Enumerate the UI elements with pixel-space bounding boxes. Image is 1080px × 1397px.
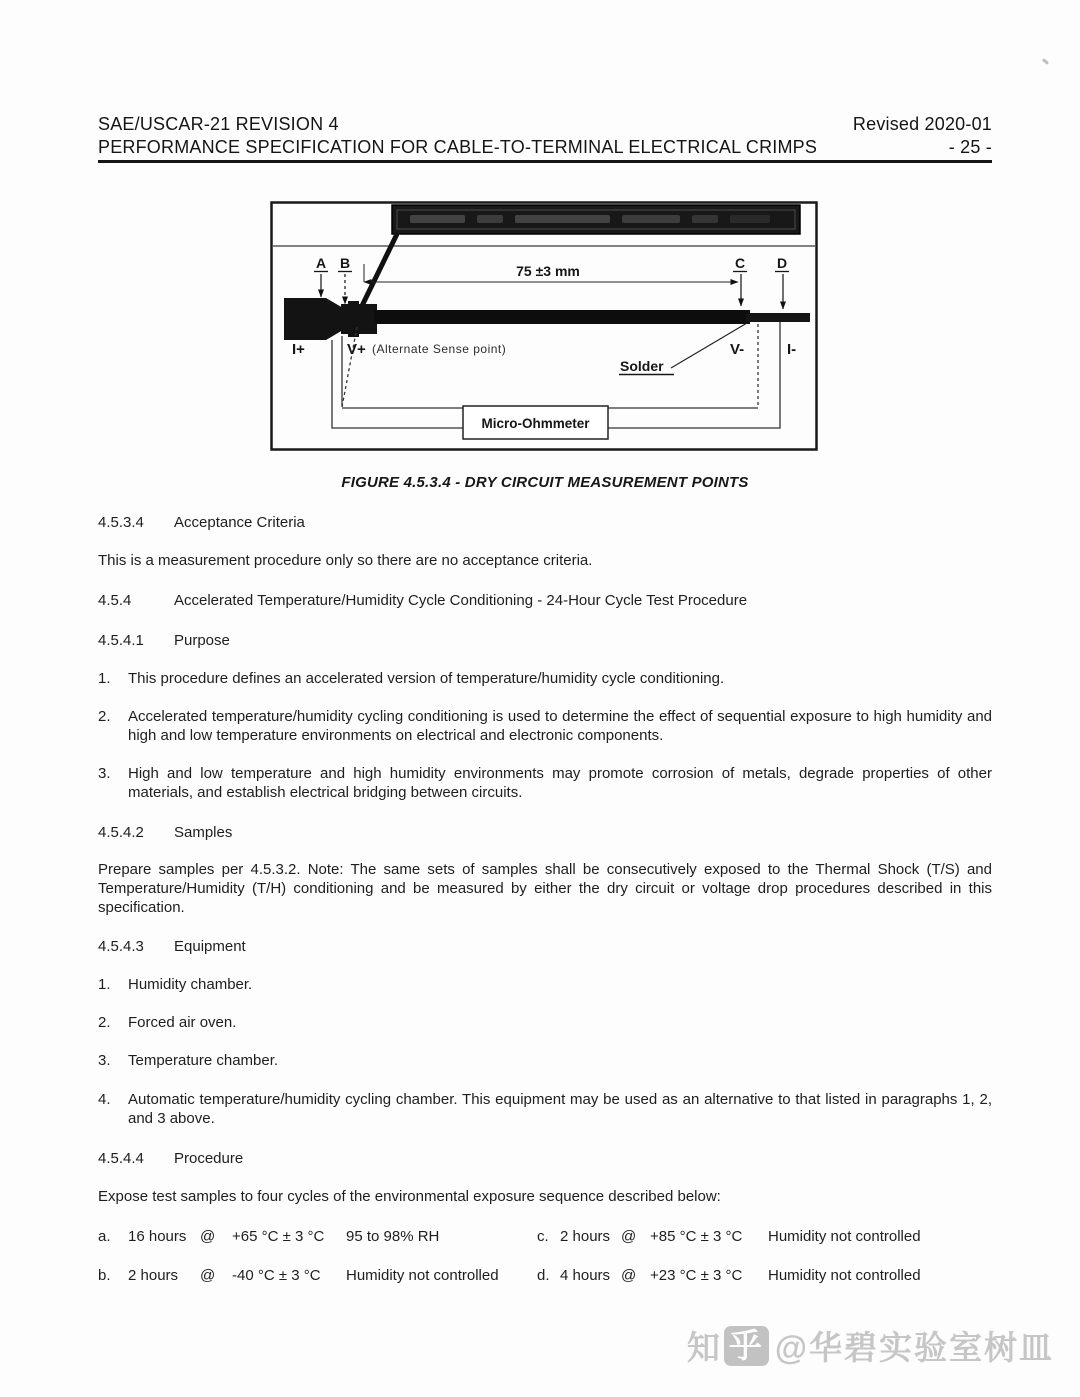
list-text: Automatic temperature/humidity cycling chamber. This equipment may be used as an alternative to that listed in paragraphs 1, 2, and 3 above. (128, 1091, 992, 1127)
item-at-sign: @ (200, 1267, 216, 1284)
list-text: Temperature chamber. (128, 1052, 279, 1069)
item-condition: Humidity not controlled (768, 1267, 921, 1284)
dry-circuit-figure (270, 201, 818, 451)
item-condition: Humidity not controlled (768, 1228, 921, 1245)
section-title: Acceptance Criteria (174, 514, 305, 531)
point-d-label: D (777, 255, 788, 271)
section-heading-4544 (98, 1149, 992, 1168)
item-at-sign: @ (621, 1267, 637, 1284)
exposure-sequence-list (98, 1227, 992, 1285)
point-b-label: B (340, 255, 351, 271)
list-text: Humidity chamber. (128, 976, 253, 993)
list-number: 4. (98, 1091, 111, 1108)
section-heading-4534 (98, 513, 992, 532)
item-letter: d. (537, 1267, 550, 1284)
equipment-item-1 (98, 975, 992, 994)
micro-ohmmeter-box (463, 406, 608, 439)
point-c-label: C (735, 255, 746, 271)
exposure-item-d (537, 1266, 992, 1285)
item-temperature: -40 °C ± 3 °C (232, 1267, 321, 1284)
section-title: Procedure (174, 1150, 244, 1167)
dimension-label: 75 ±3 mm (516, 263, 580, 279)
item-letter: c. (537, 1228, 549, 1245)
cable-wire (374, 310, 750, 324)
page-header (98, 113, 992, 163)
list-text: Forced air oven. (128, 1014, 237, 1031)
illegible-banner (392, 205, 800, 234)
purpose-item-3 (98, 764, 992, 802)
item-condition: Humidity not controlled (346, 1267, 499, 1284)
section-heading-454 (98, 591, 992, 610)
list-number: 1. (98, 976, 111, 993)
item-duration: 16 hours (128, 1228, 187, 1245)
equipment-item-2 (98, 1013, 992, 1032)
zhihu-watermark (687, 1322, 1054, 1369)
revision-date: Revised 2020-01 (852, 114, 992, 134)
point-a-label: A (316, 255, 327, 271)
list-text: Accelerated temperature/humidity cycling conditioning is used to determine the effect of sequential exposure to high humidity and high and low temperature environments on electrical and electronic components. (128, 708, 992, 744)
list-number: 2. (98, 1014, 111, 1031)
section-title: Samples (174, 824, 233, 841)
list-text: This procedure defines an accelerated version of temperature/humidity cycle conditioning. (128, 670, 725, 687)
i-plus-label: I+ (292, 341, 305, 358)
section-heading-4542 (98, 823, 992, 842)
list-number: 1. (98, 670, 111, 687)
item-duration: 2 hours (128, 1267, 179, 1284)
purpose-item-1 (98, 669, 992, 688)
list-text: High and low temperature and high humidity environments may promote corrosion of metals, degrade properties of other materials, and establish electrical bridging between circuits. (128, 765, 992, 801)
item-condition: 95 to 98% RH (346, 1228, 440, 1245)
section-number: 4.5.4.3 (98, 938, 144, 955)
scan-speck (1042, 58, 1049, 65)
section-number: 4.5.4.1 (98, 632, 144, 649)
item-duration: 4 hours (560, 1267, 611, 1284)
cable-wire-end (746, 313, 810, 322)
solder-label: Solder (620, 358, 664, 374)
dry-circuit-diagram (270, 201, 818, 451)
section-heading-4541 (98, 631, 992, 650)
section-number: 4.5.4.4 (98, 1150, 144, 1167)
alternate-sense-note: (Alternate Sense point) (372, 342, 507, 356)
item-temperature: +65 °C ± 3 °C (232, 1228, 325, 1245)
item-temperature: +85 °C ± 3 °C (650, 1228, 743, 1245)
item-at-sign: @ (200, 1228, 216, 1245)
list-number: 2. (98, 708, 111, 725)
equipment-item-4 (98, 1090, 992, 1128)
item-at-sign: @ (621, 1228, 637, 1245)
v-plus-label: V+ (347, 341, 366, 358)
i-minus-label: I- (787, 341, 797, 358)
item-letter: b. (98, 1267, 111, 1284)
section-number: 4.5.4 (98, 592, 132, 609)
item-letter: a. (98, 1228, 111, 1245)
exposure-item-c (537, 1227, 992, 1246)
purpose-item-2 (98, 707, 992, 745)
doc-id: SAE/USCAR-21 REVISION 4 (98, 114, 339, 134)
page-number: - 25 - (948, 137, 992, 157)
point-arrows (321, 274, 783, 309)
micro-ohmmeter-label: Micro-Ohmmeter (481, 416, 590, 431)
exposure-item-a (98, 1227, 537, 1246)
exposure-item-b (98, 1266, 537, 1285)
procedure-intro: Expose test samples to four cycles of the environmental exposure sequence described below: (98, 1188, 721, 1205)
section-number: 4.5.3.4 (98, 514, 144, 531)
list-number: 3. (98, 1052, 111, 1069)
section-title: Purpose (174, 632, 230, 649)
section-number: 4.5.4.2 (98, 824, 144, 841)
figure-caption: FIGURE 4.5.3.4 - DRY CIRCUIT MEASUREMENT POINTS (341, 474, 749, 491)
equipment-item-3 (98, 1051, 992, 1070)
list-number: 3. (98, 765, 111, 782)
section-heading-4543 (98, 937, 992, 956)
section-title: Equipment (174, 938, 246, 955)
watermark-handle: @华碧实验室树皿 (774, 1329, 1054, 1366)
zhihu-logo-bubble: 乎 (724, 1326, 769, 1366)
section-title: Accelerated Temperature/Humidity Cycle Conditioning - 24-Hour Cycle Test Procedure (174, 592, 748, 609)
acceptance-paragraph: This is a measurement procedure only so there are no acceptance criteria. (98, 552, 593, 569)
watermark-prefix: 知 (686, 1329, 722, 1366)
doc-title: PERFORMANCE SPECIFICATION FOR CABLE-TO-TERMINAL ELECTRICAL CRIMPS (98, 137, 818, 157)
v-minus-label: V- (730, 341, 745, 358)
samples-paragraph: Prepare samples per 4.5.3.2. Note: The same sets of samples shall be consecutively exposed to the Thermal Shock (T/S) and Temperature/Humidity (T/H) conditioning and be measured by either the dry circuit or voltage drop procedures described in this specification. (98, 861, 992, 916)
item-duration: 2 hours (560, 1228, 611, 1245)
item-temperature: +23 °C ± 3 °C (650, 1267, 743, 1284)
terminal-and-cable-drawing (284, 298, 810, 340)
